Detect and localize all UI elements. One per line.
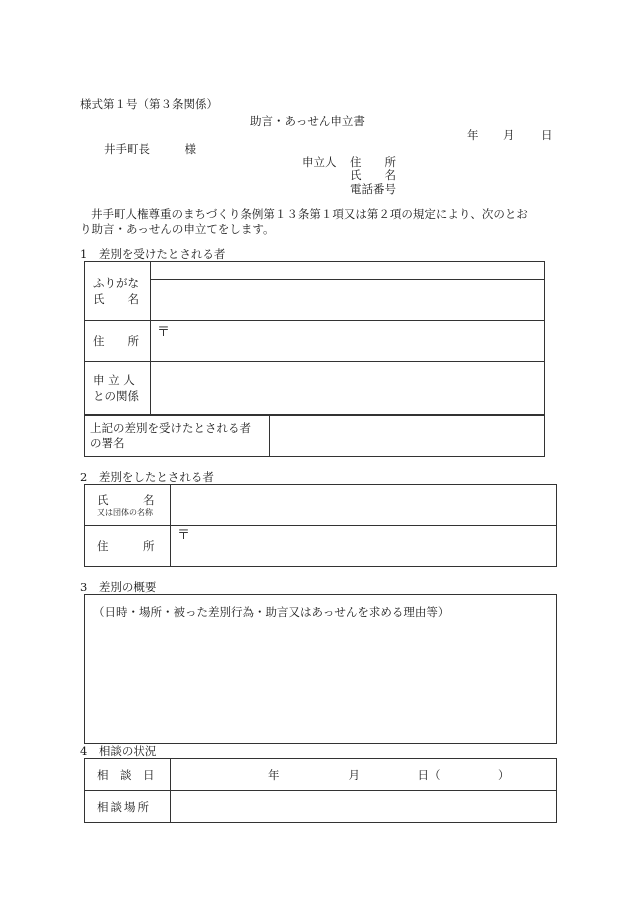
section4-heading: 4 相談の状況 (80, 744, 157, 758)
furigana-label: ふりがな (93, 276, 139, 290)
consult-date-value: 年 月 日（ ） (268, 767, 510, 782)
applicant-address-label: 住 所 (350, 155, 396, 169)
relation-label-2: との関係 (93, 389, 139, 403)
offender-name-note: 又は団体の名称 (97, 507, 153, 517)
consult-place-label-cell (85, 791, 171, 823)
postal-mark: 〒 (157, 325, 171, 340)
section2-table (84, 484, 557, 567)
form-number: 様式第１号（第３条関係） (80, 97, 218, 111)
section3-table (84, 594, 557, 744)
section2-heading: 2 差別をしたとされる者 (80, 470, 214, 484)
offender-name-label: 氏 名 (97, 492, 155, 507)
name-field[interactable] (151, 280, 545, 321)
applicant-phone-label: 電話番号 (350, 182, 396, 196)
furigana-field[interactable] (151, 262, 545, 280)
offender-name-field[interactable] (171, 485, 557, 526)
signature-table (84, 415, 545, 457)
section3-heading: 3 差別の概要 (80, 580, 157, 594)
consult-date-label-cell (85, 759, 171, 791)
consult-place-field[interactable] (171, 791, 557, 823)
offender-postal-mark: 〒 (177, 528, 191, 543)
applicant-name-label: 氏 名 (350, 168, 396, 182)
section1-table (84, 261, 545, 415)
offender-name-label-cell (85, 485, 171, 526)
signature-label-1: 上記の差別を受けたとされる者 (90, 421, 251, 435)
consult-date-label: 相 談 日 (97, 767, 155, 782)
offender-address-field[interactable] (171, 526, 557, 567)
date-month: 月 (503, 128, 515, 142)
date-year: 年 (467, 128, 479, 142)
overview-field[interactable] (85, 595, 557, 744)
signature-label-2: の署名 (90, 436, 125, 450)
address-label-cell (85, 321, 151, 362)
intro-line-2: り助言・あっせんの申立てをします。 (80, 222, 275, 236)
consult-date-field[interactable] (171, 759, 557, 791)
date-day: 日 (541, 128, 553, 142)
applicant-label: 申立人 (302, 155, 337, 169)
address-field[interactable] (151, 321, 545, 362)
intro-line-1: 井手町人権尊重のまちづくり条例第１３条第１項又は第２項の規定により、次のとお (91, 207, 528, 221)
section1-heading: 1 差別を受けたとされる者 (80, 247, 226, 261)
relation-label-cell (85, 362, 151, 415)
name-label: 氏 名 (93, 292, 139, 306)
signature-label-cell (85, 416, 270, 457)
consult-place-label: 相談場所 (97, 799, 151, 814)
address-label: 住 所 (93, 334, 139, 348)
overview-note: （日時・場所・被った差別行為・助言又はあっせんを求める理由等） (93, 605, 450, 619)
relation-field[interactable] (151, 362, 545, 415)
addressee: 井手町長 様 (104, 142, 196, 156)
offender-address-label: 住 所 (97, 539, 155, 553)
relation-label-1: 申 立 人 (93, 373, 135, 387)
signature-field[interactable] (270, 416, 545, 457)
section4-table (84, 758, 557, 823)
name-label-cell (85, 262, 151, 321)
offender-address-label-cell (85, 526, 171, 567)
document-title: 助言・あっせん申立書 (250, 114, 365, 128)
